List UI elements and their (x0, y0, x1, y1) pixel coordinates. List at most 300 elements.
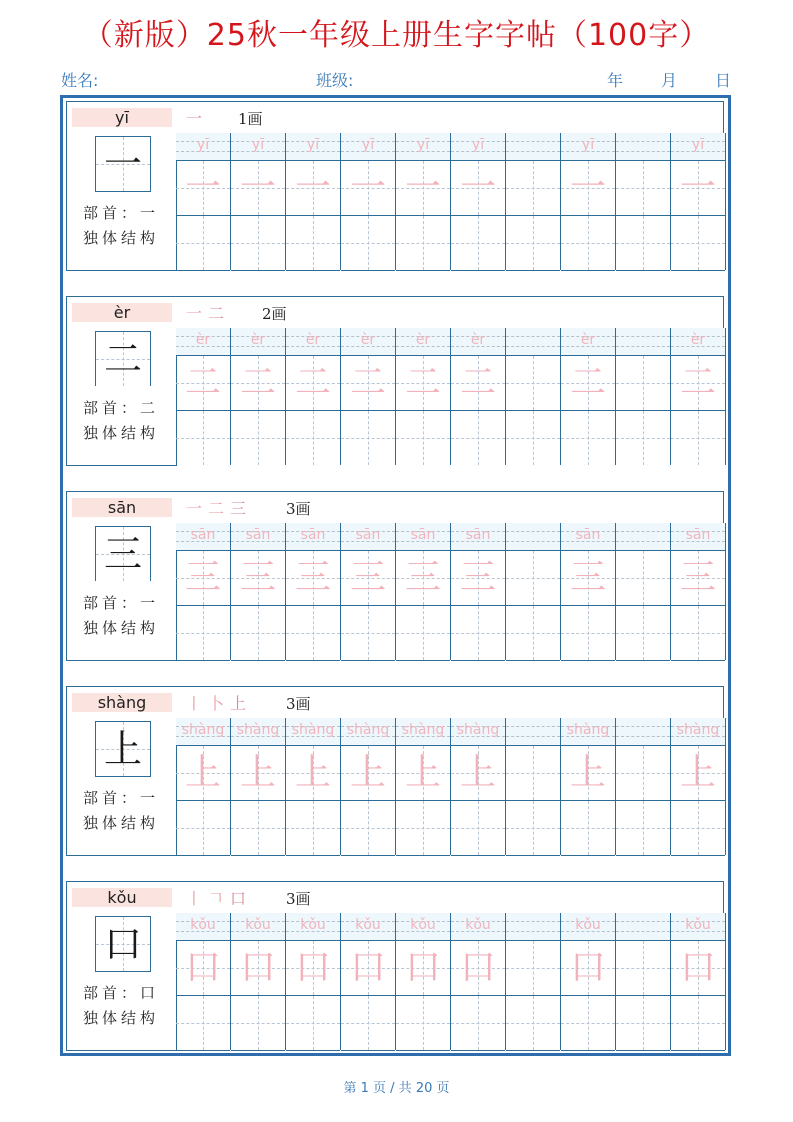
pinyin-cell[interactable] (286, 718, 340, 746)
stroke-step: 二 (208, 304, 231, 323)
trace-pinyin: shàng (676, 722, 720, 738)
guide-line (616, 141, 670, 142)
writing-cell[interactable] (451, 216, 505, 271)
trace-character: 上 (184, 752, 221, 793)
model-character: 口 (103, 922, 142, 966)
guide-line (341, 633, 395, 634)
trace-character: 二 (184, 362, 221, 403)
trace-character: 三 (294, 557, 331, 598)
trace-pinyin: èr (690, 332, 706, 348)
practice-column (616, 328, 671, 465)
guide-line (286, 828, 340, 829)
writing-cell[interactable] (561, 216, 615, 271)
radical-label: 部首：一 (83, 594, 160, 612)
trace-pinyin: èr (580, 332, 596, 348)
tracing-cell[interactable] (341, 356, 395, 411)
tracing-cell[interactable] (231, 161, 285, 216)
trace-pinyin: sān (575, 527, 601, 543)
tracing-cell[interactable] (451, 941, 505, 996)
model-character: 二 (103, 337, 142, 381)
pinyin-cell[interactable] (671, 523, 725, 551)
tracing-cell[interactable] (616, 941, 670, 996)
writing-cell[interactable] (176, 996, 230, 1051)
pinyin-cell[interactable] (286, 328, 340, 356)
guide-line (451, 243, 505, 244)
day-label: 日 (715, 71, 732, 90)
writing-cell[interactable] (671, 606, 725, 661)
trace-pinyin: yī (471, 137, 485, 153)
trace-character: 口 (404, 947, 441, 988)
practice-column (671, 913, 726, 1050)
tracing-cell[interactable] (561, 161, 615, 216)
pinyin-cell[interactable] (561, 718, 615, 746)
pinyin-cell[interactable] (396, 718, 450, 746)
writing-cell[interactable] (176, 606, 230, 661)
guide-line (616, 921, 670, 922)
guide-line (176, 633, 230, 634)
writing-cell[interactable] (176, 411, 230, 465)
practice-column (231, 913, 286, 1050)
guide-line (451, 828, 505, 829)
practice-column (396, 913, 451, 1050)
writing-cell[interactable] (506, 411, 560, 465)
pinyin-cell[interactable] (341, 718, 395, 746)
practice-column (451, 328, 506, 465)
guide-line (506, 383, 560, 384)
writing-cell[interactable] (616, 216, 670, 271)
model-character-box (95, 136, 151, 192)
tracing-cell[interactable] (341, 161, 395, 216)
trace-character: 上 (404, 752, 441, 793)
guide-line (176, 1023, 230, 1024)
guide-line (506, 541, 560, 542)
guide-line (671, 828, 725, 829)
practice-column (176, 328, 231, 465)
tracing-cell[interactable] (671, 161, 725, 216)
pinyin-cell[interactable] (561, 523, 615, 551)
trace-pinyin: shàng (236, 722, 280, 738)
writing-cell[interactable] (231, 801, 285, 856)
trace-character: 一 (459, 167, 496, 208)
writing-cell[interactable] (341, 996, 395, 1051)
pinyin-cell[interactable] (451, 523, 505, 551)
tracing-cell[interactable] (396, 746, 450, 801)
pinyin-cell[interactable] (231, 133, 285, 161)
writing-cell[interactable] (506, 606, 560, 661)
stroke-step: 二 (208, 499, 231, 518)
pinyin-cell[interactable] (561, 328, 615, 356)
practice-column (561, 133, 616, 270)
radical-label: 部首：二 (83, 399, 160, 417)
trace-pinyin: kǒu (685, 917, 711, 933)
trace-character: 二 (404, 362, 441, 403)
practice-column (616, 133, 671, 270)
trace-character: 一 (404, 167, 441, 208)
pinyin-cell[interactable] (451, 718, 505, 746)
writing-cell[interactable] (231, 996, 285, 1051)
tracing-cell[interactable] (286, 551, 340, 606)
practice-column (176, 523, 231, 660)
page-indicator: 第 1 页 / 共 20 页 (343, 1081, 450, 1096)
tracing-cell[interactable] (176, 941, 230, 996)
pinyin-cell[interactable] (506, 913, 560, 941)
pinyin-cell[interactable] (341, 523, 395, 551)
guide-line (396, 633, 450, 634)
tracing-cell[interactable] (286, 161, 340, 216)
writing-cell[interactable] (341, 606, 395, 661)
trace-pinyin: kǒu (575, 917, 601, 933)
trace-character: 口 (459, 947, 496, 988)
practice-grid (176, 686, 725, 856)
tracing-cell[interactable] (341, 941, 395, 996)
stroke-count: 3画 (286, 695, 311, 713)
tracing-cell[interactable] (671, 746, 725, 801)
pinyin-cell[interactable] (506, 718, 560, 746)
writing-cell[interactable] (451, 801, 505, 856)
guide-line (671, 633, 725, 634)
pinyin-cell[interactable] (176, 718, 230, 746)
tracing-cell[interactable] (341, 746, 395, 801)
stroke-count: 2画 (262, 305, 287, 323)
writing-cell[interactable] (286, 801, 340, 856)
model-character-box (95, 331, 151, 386)
practice-column (231, 328, 286, 465)
practice-column (341, 718, 396, 855)
guide-line (506, 726, 560, 727)
trace-pinyin: yī (306, 137, 320, 153)
stroke-order-sequence (186, 886, 252, 909)
guide-line (396, 243, 450, 244)
trace-character: 三 (404, 557, 441, 598)
writing-cell[interactable] (396, 606, 450, 661)
writing-cell[interactable] (341, 801, 395, 856)
model-character-box (95, 916, 151, 972)
stroke-count: 3画 (286, 890, 311, 908)
guide-line (616, 531, 670, 532)
writing-cell[interactable] (286, 606, 340, 661)
tracing-cell[interactable] (231, 746, 285, 801)
writing-cell[interactable] (506, 801, 560, 856)
pinyin-cell[interactable] (561, 913, 615, 941)
guide-line (341, 828, 395, 829)
writing-cell[interactable] (561, 801, 615, 856)
pinyin-cell[interactable] (286, 913, 340, 941)
tracing-cell[interactable] (341, 551, 395, 606)
tracing-cell[interactable] (671, 941, 725, 996)
writing-cell[interactable] (396, 411, 450, 465)
writing-cell[interactable] (231, 411, 285, 465)
trace-character: 二 (349, 362, 386, 403)
writing-cell[interactable] (286, 411, 340, 465)
guide-line (506, 633, 560, 634)
structure-label: 独体结构 (83, 424, 160, 442)
tracing-cell[interactable] (616, 746, 670, 801)
tracing-cell[interactable] (506, 746, 560, 801)
guide-line (231, 633, 285, 634)
trace-character: 口 (349, 947, 386, 988)
tracing-cell[interactable] (506, 551, 560, 606)
writing-cell[interactable] (176, 216, 230, 271)
guide-line (616, 773, 670, 774)
writing-cell[interactable] (506, 996, 560, 1051)
writing-cell[interactable] (341, 216, 395, 271)
pinyin-cell[interactable] (671, 328, 725, 356)
tracing-cell[interactable] (451, 746, 505, 801)
tracing-cell[interactable] (396, 356, 450, 411)
pinyin-cell[interactable] (451, 913, 505, 941)
writing-cell[interactable] (616, 996, 670, 1051)
pinyin-cell[interactable] (616, 328, 670, 356)
writing-cell[interactable] (396, 801, 450, 856)
pinyin-cell[interactable] (176, 328, 230, 356)
writing-cell[interactable] (231, 216, 285, 271)
pinyin-cell[interactable] (231, 328, 285, 356)
practice-column (506, 328, 561, 465)
pinyin-label: yī (72, 108, 172, 127)
guide-line (616, 346, 670, 347)
writing-cell[interactable] (286, 216, 340, 271)
writing-cell[interactable] (671, 216, 725, 271)
guide-line (451, 438, 505, 439)
guide-line (561, 438, 615, 439)
pinyin-cell[interactable] (231, 718, 285, 746)
pinyin-label: kǒu (72, 888, 172, 907)
guide-line (506, 336, 560, 337)
guide-line (506, 188, 560, 189)
pinyin-cell[interactable] (506, 523, 560, 551)
structure-label: 独体结构 (83, 1009, 160, 1027)
pinyin-cell[interactable] (506, 328, 560, 356)
guide-line (176, 243, 230, 244)
tracing-cell[interactable] (561, 941, 615, 996)
tracing-cell[interactable] (506, 161, 560, 216)
writing-cell[interactable] (451, 411, 505, 465)
pinyin-cell[interactable] (341, 133, 395, 161)
tracing-cell[interactable] (506, 941, 560, 996)
pinyin-cell[interactable] (341, 913, 395, 941)
tracing-cell[interactable] (616, 356, 670, 411)
pinyin-cell[interactable] (286, 523, 340, 551)
tracing-cell[interactable] (286, 746, 340, 801)
guide-line (506, 346, 560, 347)
practice-column (616, 718, 671, 855)
structure-label: 独体结构 (83, 619, 160, 637)
stroke-step: 一 (186, 499, 209, 518)
trace-character: 三 (349, 557, 386, 598)
trace-character: 二 (569, 362, 606, 403)
trace-character: 二 (679, 362, 716, 403)
practice-column (671, 328, 726, 465)
tracing-cell[interactable] (506, 356, 560, 411)
tracing-cell[interactable] (176, 356, 230, 411)
tracing-cell[interactable] (451, 356, 505, 411)
pinyin-cell[interactable] (616, 718, 670, 746)
tracing-cell[interactable] (396, 941, 450, 996)
guide-line (616, 336, 670, 337)
guide-line (451, 633, 505, 634)
tracing-cell[interactable] (671, 356, 725, 411)
stroke-order-sequence (186, 106, 208, 129)
character-card (66, 296, 725, 466)
stroke-step: 丨 (186, 889, 209, 908)
writing-cell[interactable] (451, 606, 505, 661)
guide-line (616, 243, 670, 244)
character-card (66, 491, 725, 661)
writing-cell[interactable] (616, 606, 670, 661)
trace-character: 二 (239, 362, 276, 403)
tracing-cell[interactable] (396, 161, 450, 216)
guide-line (616, 633, 670, 634)
trace-pinyin: sān (410, 527, 436, 543)
trace-character: 三 (184, 557, 221, 598)
character-info-panel (66, 491, 177, 661)
tracing-cell[interactable] (616, 551, 670, 606)
writing-cell[interactable] (506, 216, 560, 271)
writing-cell[interactable] (616, 801, 670, 856)
writing-cell[interactable] (561, 996, 615, 1051)
guide-line (506, 931, 560, 932)
writing-cell[interactable] (451, 996, 505, 1051)
writing-cell[interactable] (231, 606, 285, 661)
pinyin-cell[interactable] (341, 328, 395, 356)
practice-column (176, 718, 231, 855)
practice-column (506, 133, 561, 270)
stroke-step: 卜 (208, 694, 231, 713)
stroke-order-row (176, 881, 724, 914)
practice-column (286, 523, 341, 660)
guide-line (561, 243, 615, 244)
writing-cell[interactable] (396, 996, 450, 1051)
pinyin-cell[interactable] (451, 133, 505, 161)
trace-pinyin: èr (415, 332, 431, 348)
practice-column (286, 133, 341, 270)
guide-line (506, 531, 560, 532)
guide-line (616, 151, 670, 152)
tracing-cell[interactable] (561, 551, 615, 606)
guide-line (286, 633, 340, 634)
trace-pinyin: shàng (181, 722, 225, 738)
pinyin-cell[interactable] (616, 133, 670, 161)
guide-line (616, 736, 670, 737)
practice-column (451, 913, 506, 1050)
trace-pinyin: yī (251, 137, 265, 153)
practice-column (341, 328, 396, 465)
pinyin-cell[interactable] (286, 133, 340, 161)
pinyin-cell[interactable] (176, 523, 230, 551)
pinyin-cell[interactable] (671, 133, 725, 161)
tracing-cell[interactable] (286, 356, 340, 411)
writing-cell[interactable] (561, 411, 615, 465)
tracing-cell[interactable] (231, 941, 285, 996)
practice-column (176, 913, 231, 1050)
guide-line (286, 243, 340, 244)
pinyin-cell[interactable] (396, 328, 450, 356)
pinyin-cell[interactable] (396, 133, 450, 161)
trace-pinyin: èr (195, 332, 211, 348)
pinyin-cell[interactable] (616, 913, 670, 941)
student-name-label: 姓名: (61, 71, 99, 90)
tracing-cell[interactable] (286, 941, 340, 996)
character-info-panel (66, 881, 177, 1051)
writing-cell[interactable] (286, 996, 340, 1051)
tracing-cell[interactable] (396, 551, 450, 606)
tracing-cell[interactable] (561, 746, 615, 801)
writing-cell[interactable] (671, 996, 725, 1051)
guide-line (616, 541, 670, 542)
tracing-cell[interactable] (616, 161, 670, 216)
stroke-order-sequence (186, 496, 252, 519)
practice-columns (176, 133, 725, 271)
tracing-cell[interactable] (176, 161, 230, 216)
stroke-step: 一 (186, 304, 209, 323)
guide-line (671, 243, 725, 244)
pinyin-cell[interactable] (231, 523, 285, 551)
tracing-cell[interactable] (451, 161, 505, 216)
pinyin-cell[interactable] (396, 523, 450, 551)
tracing-cell[interactable] (231, 551, 285, 606)
guide-line (176, 828, 230, 829)
pinyin-cell[interactable] (396, 913, 450, 941)
trace-pinyin: sān (245, 527, 271, 543)
model-character: 上 (103, 727, 142, 771)
writing-cell[interactable] (561, 606, 615, 661)
tracing-cell[interactable] (231, 356, 285, 411)
trace-character: 一 (569, 167, 606, 208)
trace-pinyin: èr (360, 332, 376, 348)
pinyin-cell[interactable] (616, 523, 670, 551)
trace-character: 上 (349, 752, 386, 793)
tracing-cell[interactable] (451, 551, 505, 606)
writing-cell[interactable] (671, 801, 725, 856)
pinyin-cell[interactable] (671, 913, 725, 941)
writing-cell[interactable] (176, 801, 230, 856)
tracing-cell[interactable] (176, 746, 230, 801)
writing-cell[interactable] (396, 216, 450, 271)
tracing-cell[interactable] (671, 551, 725, 606)
pinyin-cell[interactable] (561, 133, 615, 161)
practice-column (561, 523, 616, 660)
writing-cell[interactable] (671, 411, 725, 465)
trace-pinyin: kǒu (410, 917, 436, 933)
trace-character: 三 (569, 557, 606, 598)
pinyin-cell[interactable] (451, 328, 505, 356)
worksheet-frame (60, 95, 731, 1056)
stroke-step: 一 (186, 109, 209, 128)
writing-cell[interactable] (341, 411, 395, 465)
tracing-cell[interactable] (176, 551, 230, 606)
guide-line (506, 921, 560, 922)
writing-cell[interactable] (616, 411, 670, 465)
trace-pinyin: shàng (346, 722, 390, 738)
pinyin-cell[interactable] (231, 913, 285, 941)
practice-column (396, 718, 451, 855)
pinyin-cell[interactable] (176, 133, 230, 161)
guide-line (506, 1023, 560, 1024)
guide-line (396, 438, 450, 439)
pinyin-cell[interactable] (671, 718, 725, 746)
pinyin-cell[interactable] (176, 913, 230, 941)
trace-pinyin: yī (691, 137, 705, 153)
guide-line (506, 578, 560, 579)
guide-line (671, 438, 725, 439)
stroke-step: 𠃍 (208, 889, 231, 908)
tracing-cell[interactable] (561, 356, 615, 411)
pinyin-cell[interactable] (506, 133, 560, 161)
practice-columns (176, 328, 725, 466)
practice-grid (176, 881, 725, 1051)
practice-column (506, 718, 561, 855)
guide-line (396, 1023, 450, 1024)
